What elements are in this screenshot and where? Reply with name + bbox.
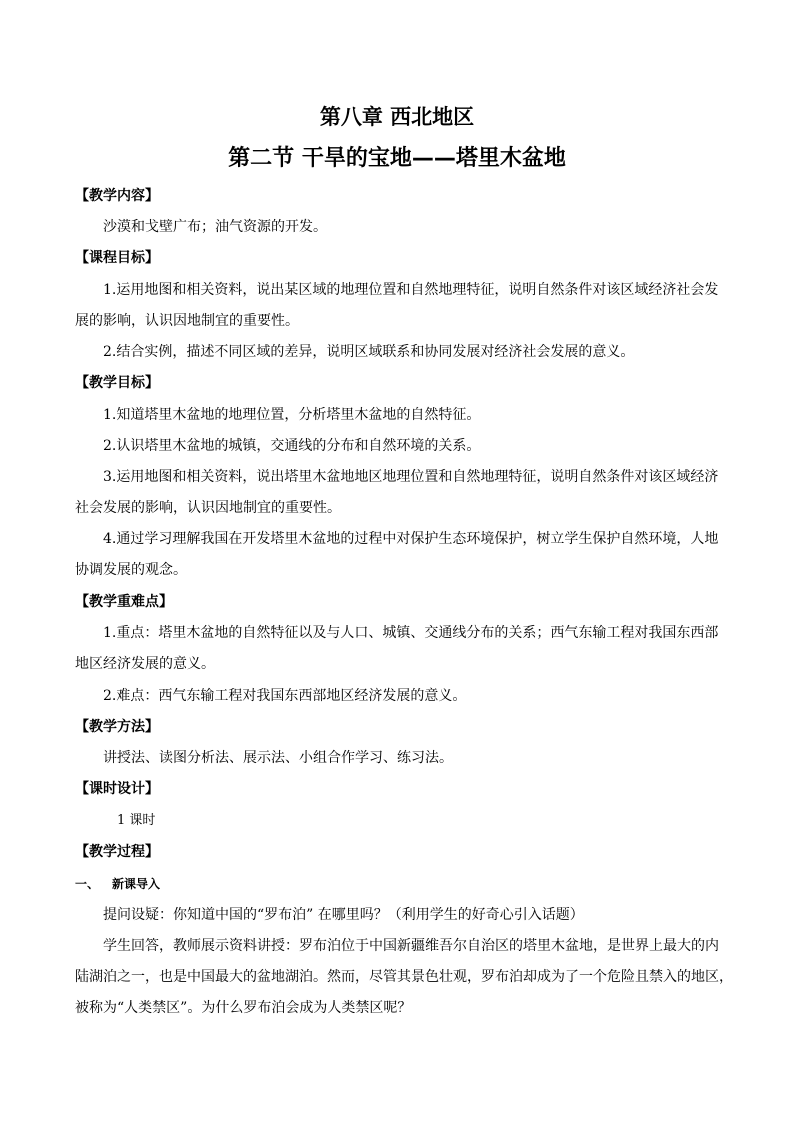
key-point-2: 2.难点：西气东输工程对我国东西部地区经济发展的意义。 (103, 688, 467, 704)
key-points-heading: 【教学重难点】 (75, 594, 173, 610)
process-paragraph-2-line-3: 被称为“人类禁区”。为什么罗布泊会成为人类禁区呢？ (75, 1000, 412, 1016)
schedule-text: 1 课时 (117, 813, 156, 828)
teaching-content-heading: 【教学内容】 (75, 188, 159, 204)
schedule-heading: 【课时设计】 (75, 781, 159, 797)
key-point-1-line-2: 地区经济发展的意义。 (75, 656, 215, 672)
teaching-goal-3-line-2: 社会发展的影响，认识因地制宜的重要性。 (75, 500, 341, 516)
teaching-goal-1: 1.知道塔里木盆地的地理位置，分析塔里木盆地的自然特征。 (103, 407, 481, 423)
process-step-title: 新课导入 (112, 877, 161, 891)
curriculum-goal-2: 2.结合实例，描述不同区域的差异，说明区域联系和协同发展对经济社会发展的意义。 (103, 344, 635, 360)
teaching-content-text: 沙漠和戈壁广布；油气资源的开发。 (103, 219, 327, 235)
curriculum-goal-1-line-2: 展的影响，认识因地制宜的重要性。 (75, 313, 299, 329)
teaching-goal-4-line-1: 4.通过学习理解我国在开发塔里木盆地的过程中对保护生态环境保护，树立学生保护自然环境，人地 (103, 531, 719, 547)
teaching-goals-heading: 【教学目标】 (75, 375, 159, 391)
teaching-goal-2: 2.认识塔里木盆地的城镇，交通线的分布和自然环境的关系。 (103, 438, 481, 454)
process-step-number: 一、 (75, 877, 100, 891)
methods-heading: 【教学方法】 (75, 719, 159, 735)
process-paragraph-1: 提问设疑：你知道中国的“罗布泊” 在哪里吗？（利用学生的好奇心引入话题） (103, 907, 584, 923)
curriculum-goal-1-line-1: 1.运用地图和相关资料，说出某区域的地理位置和自然地理特征，说明自然条件对该区域经济社会发 (103, 282, 719, 298)
process-heading: 【教学过程】 (75, 844, 159, 860)
section-title: 第二节 干旱的宝地——塔里木盆地 (228, 146, 566, 171)
methods-text: 讲授法、读图分析法、展示法、小组合作学习、练习法。 (103, 750, 453, 766)
curriculum-goals-heading: 【课程目标】 (75, 250, 159, 266)
process-paragraph-2-line-2: 陆湖泊之一，也是中国最大的盆地湖泊。然而，尽管其景色壮观，罗布泊却成为了一个危险且禁入的地区， (75, 969, 733, 985)
process-paragraph-2-line-1: 学生回答，教师展示资料讲授：罗布泊位于中国新疆维吾尔自治区的塔里木盆地，是世界上最大的内 (103, 938, 719, 954)
chapter-title: 第八章 西北地区 (319, 105, 475, 129)
teaching-goal-4-line-2: 协调发展的观念。 (75, 562, 187, 578)
key-point-1-line-1: 1.重点：塔里木盆地的自然特征以及与人口、城镇、交通线分布的关系；西气东输工程对我国东西部 (103, 625, 719, 641)
teaching-goal-3-line-1: 3.运用地图和相关资料，说出塔里木盆地地区地理位置和自然地理特征，说明自然条件对该区域经济 (103, 469, 719, 485)
